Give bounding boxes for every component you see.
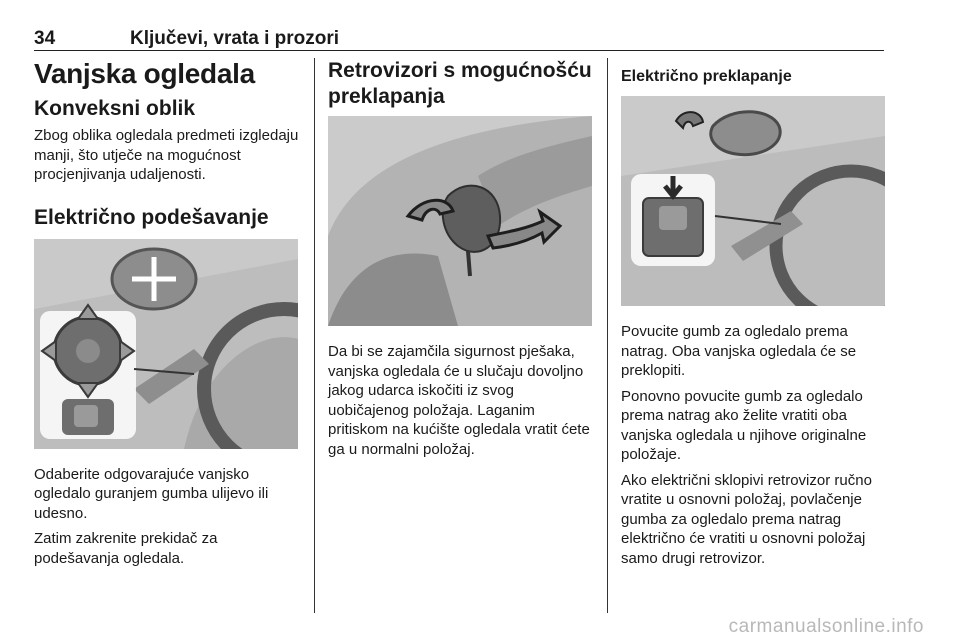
column-middle <box>328 58 594 459</box>
subsection-convex: Konveksni oblik <box>34 97 196 120</box>
adjust-text-1: Odaberite odgovarajuće vanjsko ogledalo guranjem gumba ulijevo ili udesno. <box>34 465 269 522</box>
electric-fold-text-3: Ako električni sklopivi retrovizor ručno vratite u osnovni položaj, povlačenje gumba za ogledalo prema natrag električno će vratiti u osnovni položaj samo drugi retrovizor. <box>621 471 872 567</box>
mirror-adjust-illustration <box>34 239 298 449</box>
section-title-electric-fold: Električno preklapanje <box>621 68 792 85</box>
adjust-text-2: Zatim zakrenite prekidač za podešavanja ogledala. <box>34 530 218 567</box>
mirror-glass-icon <box>711 112 780 155</box>
convex-text: Zbog oblika ogledala predmeti izgledaju manji, što utječe na mogućnost procjenjivanja udaljenosti. <box>34 127 299 183</box>
folding-text: Da bi se zajamčila sigurnost pješaka, vanjska ogledala će u slučaju dovoljno jakog udarca iskočiti iz svog uobičajenog položaja. Laganim pritiskom na kućište ogledala vratit ćete ga u normalni položaj. <box>328 343 590 458</box>
electric-fold-text-1: Povucite gumb za ogledalo prema natrag. Oba vanjska ogledala će se preklopiti. <box>621 323 857 379</box>
section-title-folding: Retrovizori s mogućnošću preklapanja <box>328 59 592 108</box>
page-header <box>34 28 884 51</box>
column-divider <box>314 58 315 613</box>
column-right <box>621 58 887 568</box>
electric-fold-illustration <box>621 96 885 306</box>
page-number: 34 <box>34 28 56 49</box>
watermark: carmanualsonline.info <box>728 616 924 637</box>
column-divider <box>607 58 608 613</box>
subsection-electric-adjust: Električno podešavanje <box>34 205 269 229</box>
electric-fold-text-2: Ponovno povucite gumb za ogledalo prema natrag ako želite vratiti oba vanjska ogledala u njihove originalne položaje. <box>621 387 867 463</box>
section-title: Vanjska ogledala <box>34 58 255 89</box>
mirror-fold-illustration <box>328 116 592 326</box>
column-left <box>34 58 300 568</box>
chapter-title: Ključevi, vrata i prozori <box>130 28 340 49</box>
